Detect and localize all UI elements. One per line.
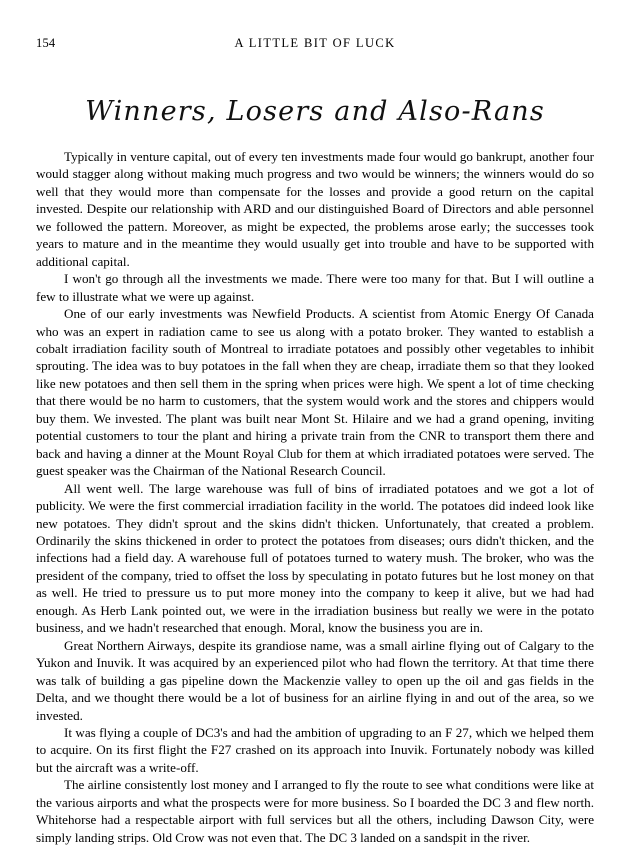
page-header (0, 36, 630, 54)
paragraph: Great Northern Airways, despite its grandiose name, was a small airline flying out of Calgary to the Yukon and Inuvik. It was acquired by an experienced pilot who had flown the territory. At that time there was talk of building a gas pipeline down the Mackenzie valley to open up the oil and gas fields in the Delta, and we thought there would be a lot of business for an airline flying in and out of the area, so we invested. (36, 637, 594, 723)
paragraph: I won't go through all the investments we made. There were too many for that. But I will outline a few to illustrate what we were up against. (36, 271, 594, 304)
paragraph: Typically in venture capital, out of every ten investments made four would go bankrupt, another four would stagger along without making much progress and two would be winners; the winners would do so well that they would more than compensate for the losses and provide a good return on the capital invested. Despite our relationship with ARD and our distinguished Board of Directors and able personnel we followed the pattern. Moreover, as might be expected, the problems arose early; the successes took years to mature and in the meantime they would usually get into trouble and have to be supported with additional capital. (36, 149, 594, 269)
chapter-title: Winners, Losers and Also-Rans (85, 96, 545, 127)
page-number: 154 (36, 36, 56, 50)
body-text (36, 148, 594, 846)
paragraph: It was flying a couple of DC3's and had the ambition of upgrading to an F 27, which we helped them to acquire. On its first flight the F27 crashed on its approach into Inuvik. Fortunately nobody was killed but the aircraft was a write-off. (36, 724, 594, 775)
paragraph: All went well. The large warehouse was full of bins of irradiated potatoes and we got a lot of publicity. We were the first commercial irradiation facility in the world. The potatoes did indeed look like new potatoes. They didn't sprout and the skins didn't thicken. Unfortunately, that created a problem. Ordinarily the skins thickened in order to protect the potatoes from diseases; ours didn't thicken, and the infections had a field day. A warehouse full of potatoes turned to watery mush. The broker, who was the president of the company, tried to offset the loss by speculating in potato futures but he lost money on that as well. He tried to pressure us to put more money into the company to keep it alive, but we had had enough. As Herb Lank pointed out, we were in the irradiation business but really we were in the potato business, and we hadn't researched that enough. Moral, know the business you are in. (36, 480, 594, 636)
paragraph: One of our early investments was Newfield Products. A scientist from Atomic Energy Of Canada who was an expert in radiation came to see us along with a potato broker. They wanted to establish a cobalt irradiation facility south of Montreal to irradiate potatoes and possibly other vegetables to inhibit sprouting. The idea was to buy potatoes in the fall when they are cheap, irradiate them so that they looked like new potatoes and then sell them in the spring when prices were high. We spent a lot of time checking that there would be no harm to customers, that the system would work and the stores and chippers would buy them. We invested. The plant was built near Mont St. Hilaire and we had a grand opening, inviting potential customers to tour the plant and hiring a private train from the CNR to transport them there and back and having a dinner at the Mount Royal Club for them at which irradiated potatoes were served. The guest speaker was the Chairman of the National Research Council. (36, 306, 594, 479)
paragraph: The airline consistently lost money and I arranged to fly the route to see what conditions were like at the various airports and what the prospects were for more business. So I boarded the DC 3 and flew north. Whitehorse had a respectable airport with full services but all the others, including Dawson City, were simply landing strips. Old Crow was not even that. The DC 3 landed on a sandspit in the river. (36, 777, 594, 845)
running-head: A LITTLE BIT OF LUCK (234, 36, 396, 50)
